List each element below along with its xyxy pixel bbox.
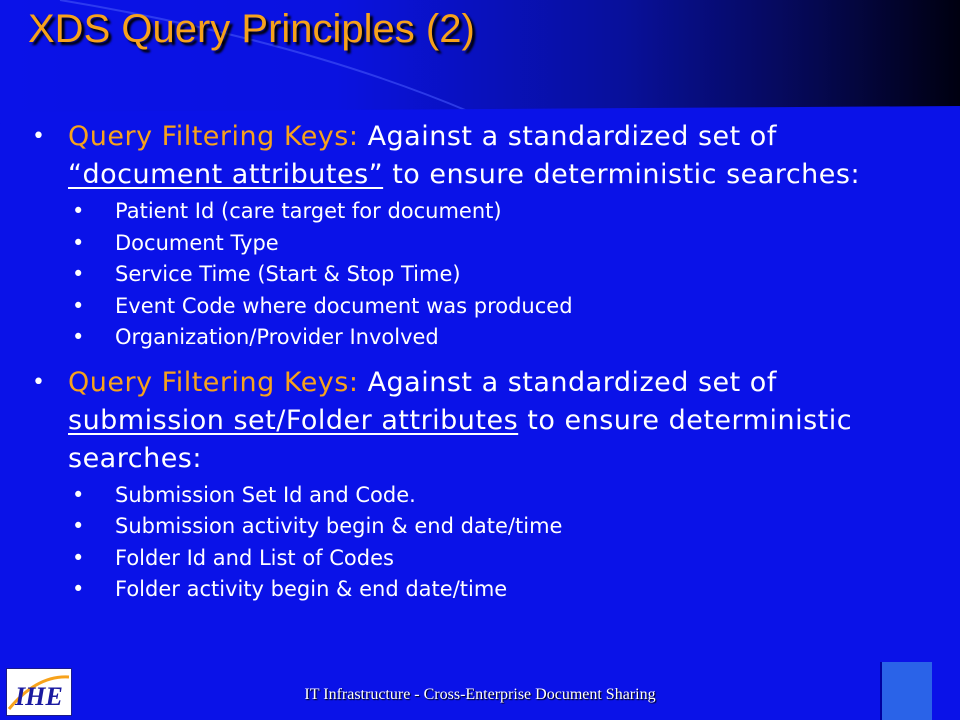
list-item-text: Event Code where document was produced bbox=[115, 293, 573, 318]
list-item bbox=[32, 259, 932, 291]
document-attribute-list bbox=[32, 196, 932, 354]
list-item bbox=[32, 574, 932, 606]
bullet-dot-icon: • bbox=[32, 124, 46, 149]
bullet-dot-icon: • bbox=[72, 262, 85, 286]
list-item-text: Submission Set Id and Code. bbox=[115, 482, 416, 507]
list-item bbox=[32, 480, 932, 512]
list-item bbox=[32, 322, 932, 354]
bullet-dot-icon: • bbox=[32, 369, 46, 395]
section-spacer bbox=[32, 354, 932, 364]
lead-text: Against a standardized set of bbox=[367, 121, 777, 152]
list-item bbox=[32, 196, 932, 228]
tail-text: to ensure deterministic searches: bbox=[392, 159, 861, 190]
slide-content bbox=[32, 118, 932, 606]
bullet-dot-icon: • bbox=[72, 514, 85, 538]
bullet-dot-icon: • bbox=[72, 545, 85, 570]
logo-text: IHE bbox=[15, 682, 63, 711]
underlined-term: submission set/Folder attributes bbox=[68, 404, 519, 436]
key-label: Query Filtering Keys: bbox=[68, 121, 359, 152]
list-item-text: Document Type bbox=[115, 230, 279, 255]
bullet-dot-icon: • bbox=[72, 482, 85, 507]
bullet-dot-icon: • bbox=[72, 325, 85, 349]
corner-decoration bbox=[880, 662, 932, 720]
key-label: Query Filtering Keys: bbox=[68, 366, 359, 398]
list-item-text: Organization/Provider Involved bbox=[115, 325, 439, 349]
list-item-text: Submission activity begin & end date/time bbox=[115, 514, 563, 538]
list-item-text: Service Time (Start & Stop Time) bbox=[115, 262, 461, 286]
bullet-dot-icon: • bbox=[72, 230, 85, 255]
footer-caption: IT Infrastructure - Cross-Enterprise Document Sharing bbox=[304, 686, 656, 703]
main-point-document-attributes bbox=[32, 118, 932, 194]
list-item-text: Folder Id and List of Codes bbox=[115, 545, 394, 570]
corner-strip bbox=[932, 662, 960, 720]
list-item bbox=[32, 228, 932, 260]
list-item-text: Patient Id (care target for document) bbox=[115, 199, 502, 223]
underlined-term: “document attributes” bbox=[68, 159, 384, 190]
slide-title: XDS Query Principles (2) bbox=[28, 7, 475, 51]
submission-attribute-list bbox=[32, 480, 932, 606]
list-item bbox=[32, 511, 932, 543]
list-item-text: Folder activity begin & end date/time bbox=[115, 577, 508, 601]
list-item bbox=[32, 543, 932, 575]
bullet-dot-icon: • bbox=[72, 577, 85, 601]
main-point-submission-attributes bbox=[32, 364, 932, 478]
bullet-dot-icon: • bbox=[72, 293, 85, 318]
tail-text: to ensure deterministic searches: bbox=[68, 404, 853, 474]
list-item bbox=[32, 291, 932, 323]
lead-text: Against a standardized set of bbox=[367, 366, 777, 398]
bullet-dot-icon: • bbox=[72, 199, 85, 223]
